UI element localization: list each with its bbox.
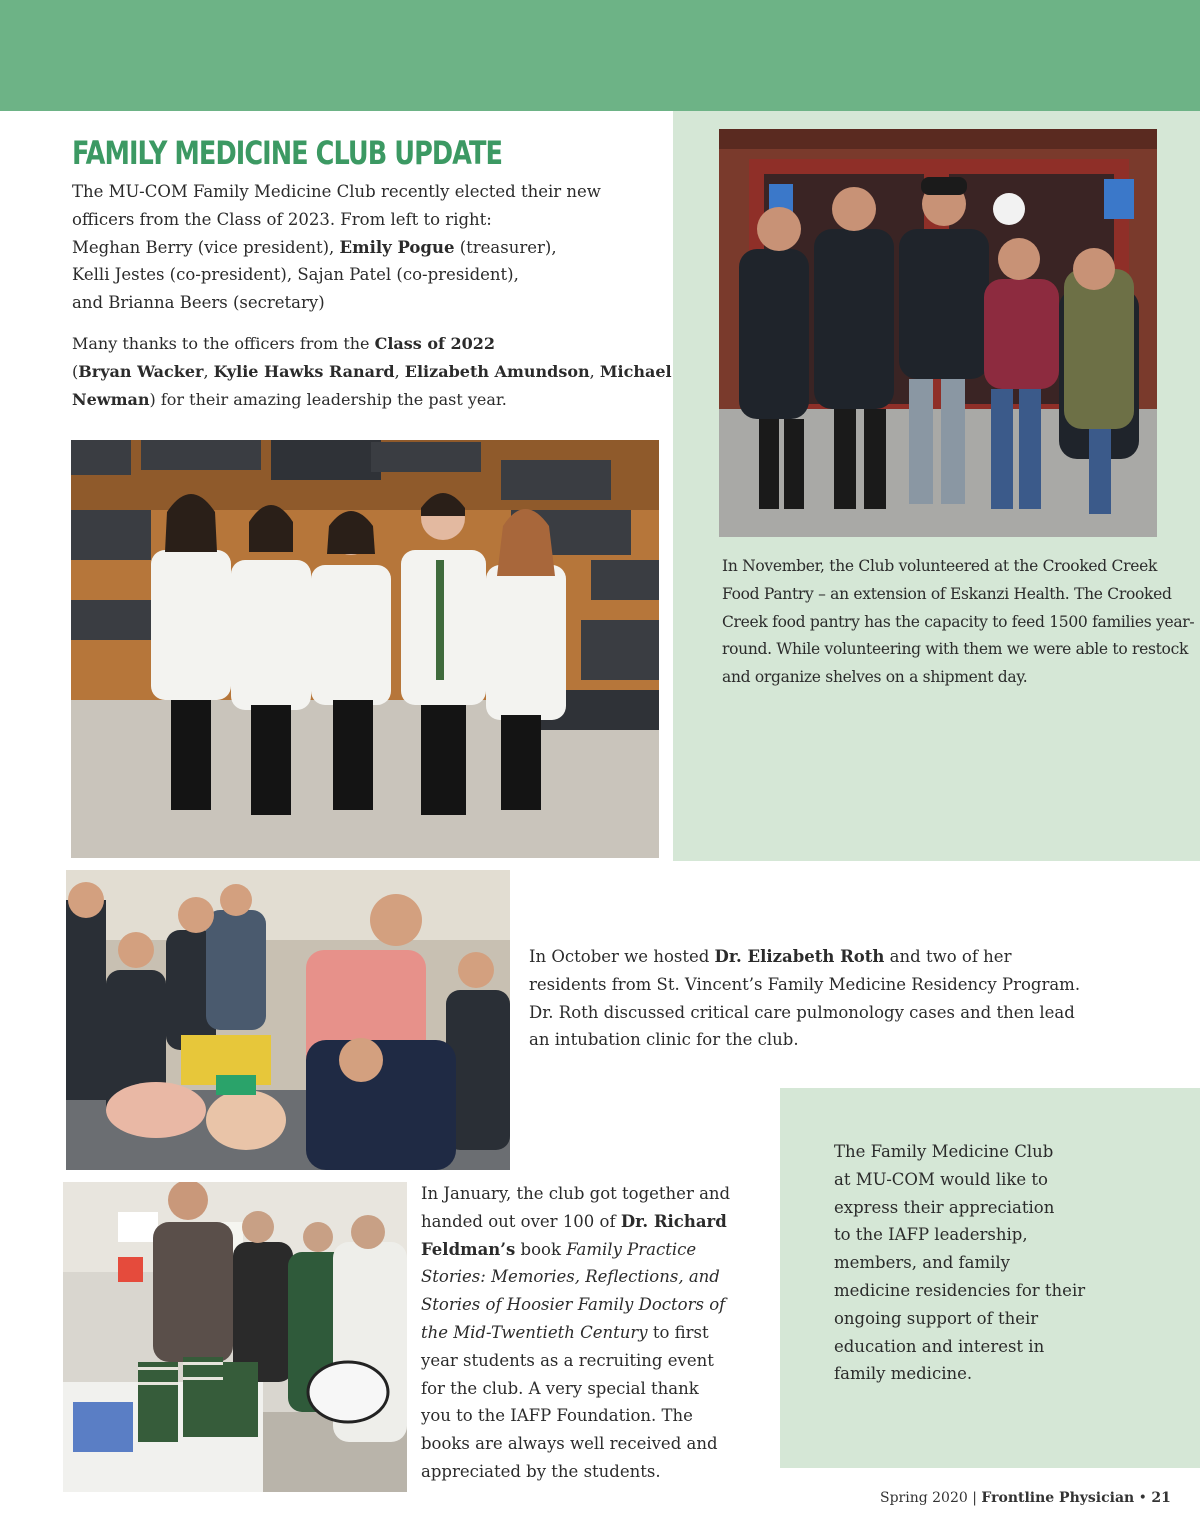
footer-bullet: • xyxy=(1134,1490,1152,1506)
page-footer xyxy=(880,1490,1171,1506)
october-caption: In October we hosted Dr. Elizabeth Roth and two of her residents from St. Vincent’s Family Medicine Residency Program. Dr. Roth discussed critical care pulmonology cases and then lead an intubation clinic for the club. xyxy=(529,947,1081,1050)
january-caption: In January, the club got together and handed out over 100 of Dr. Richard Feldman’s book Family Practice Stories: Memories, Reflections, and Stories of Hoosier Family Doctors of the Mid-Twentieth Century to first year students as a recruiting event for the club. A very special thank you to the IAFP Foundation. The books are always well received and appreciated by the students. xyxy=(421,1184,731,1481)
officers-photo xyxy=(71,440,659,858)
food-pantry-photo xyxy=(719,129,1157,537)
book-handout-photo xyxy=(63,1182,407,1492)
footer-separator: | xyxy=(967,1490,982,1506)
intro-paragraph: The MU-COM Family Medicine Club recently elected their new officers from the Class of 2023. From left to right: Meghan Berry (vice president), Emily Pogue (treasurer), Kelli Jestes (co-president), Sajan Patel (co-president), and Brianna Beers (secretary) xyxy=(72,182,601,313)
article-title: FAMILY MEDICINE CLUB UPDATE xyxy=(72,134,503,172)
footer-publication: Frontline Physician xyxy=(981,1490,1135,1506)
page-number: 21 xyxy=(1151,1490,1171,1506)
intubation-clinic-photo xyxy=(66,870,510,1170)
appreciation-callout: The Family Medicine Club at MU-COM would like to express their appreciation to the IAFP leadership, members, and family medicine residencies for their ongoing support of their education and interest in family medicine. xyxy=(834,1142,1086,1384)
header-band xyxy=(0,0,1200,111)
november-caption: In November, the Club volunteered at the Crooked Creek Food Pantry – an extension of Eskanzi Health. The Crooked Creek food pantry has the capacity to feed 1500 families year- round. While volunteering with them we were able to restock and organize shelves on a shipment day. xyxy=(722,557,1195,687)
footer-issue: Spring 2020 xyxy=(880,1490,968,1506)
thanks-paragraph: Many thanks to the officers from the Class of 2022 (Bryan Wacker, Kylie Hawks Ranard, Elizabeth Amundson, Michael Newman) for their amazing leadership the past year. xyxy=(72,334,672,409)
